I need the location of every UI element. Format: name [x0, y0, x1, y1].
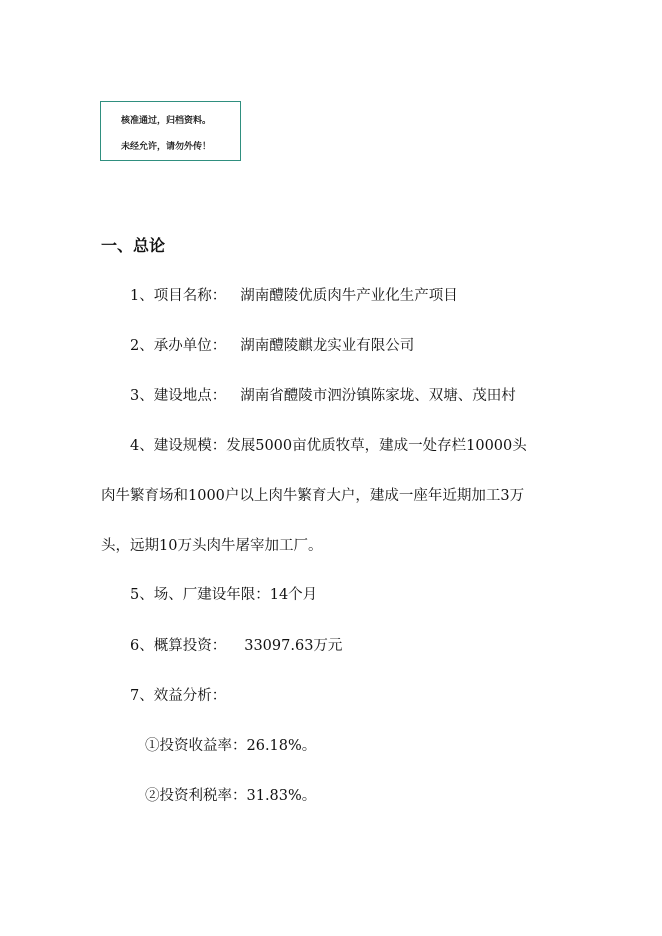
section-heading: 一、总论 — [101, 236, 166, 255]
item-value: 33097.63万元 — [244, 638, 343, 654]
item-benefit-analysis: 7、效益分析： — [130, 688, 227, 704]
item-label: 3、建设地点： — [130, 388, 227, 404]
benefit-return-rate: ①投资收益率：26.18%。 — [145, 738, 317, 754]
item-value: 湖南省醴陵市泗汾镇陈家垅、双塘、茂田村 — [240, 388, 516, 404]
item-scale-line-2: 肉牛繁育场和1000户以上肉牛繁育大户，建成一座年近期加工3万 — [101, 488, 525, 504]
stamp-line-2: 未经允许，请勿外传！ — [121, 142, 212, 152]
item-scale-line-1: 4、建设规模：发展5000亩优质牧草，建成一处存栏10000头 — [130, 438, 527, 454]
item-label: 1、项目名称： — [130, 288, 227, 304]
item-location — [130, 386, 516, 406]
item-value: 湖南醴陵优质肉牛产业化生产项目 — [240, 288, 458, 304]
approval-stamp — [100, 101, 241, 161]
item-value: 湖南醴陵麒龙实业有限公司 — [240, 338, 415, 354]
item-label: 6、概算投资： — [130, 638, 227, 654]
item-sponsor-unit — [130, 336, 414, 356]
item-scale-line-3: 头，远期10万头肉牛屠宰加工厂。 — [101, 538, 323, 554]
item-project-name — [130, 286, 458, 306]
item-investment — [130, 636, 342, 656]
item-construction-period: 5、场、厂建设年限：14个月 — [130, 587, 318, 603]
item-label: 2、承办单位： — [130, 338, 227, 354]
stamp-line-1: 核准通过，归档资料。 — [121, 116, 212, 126]
benefit-tax-rate: ②投资利税率：31.83%。 — [145, 788, 317, 804]
